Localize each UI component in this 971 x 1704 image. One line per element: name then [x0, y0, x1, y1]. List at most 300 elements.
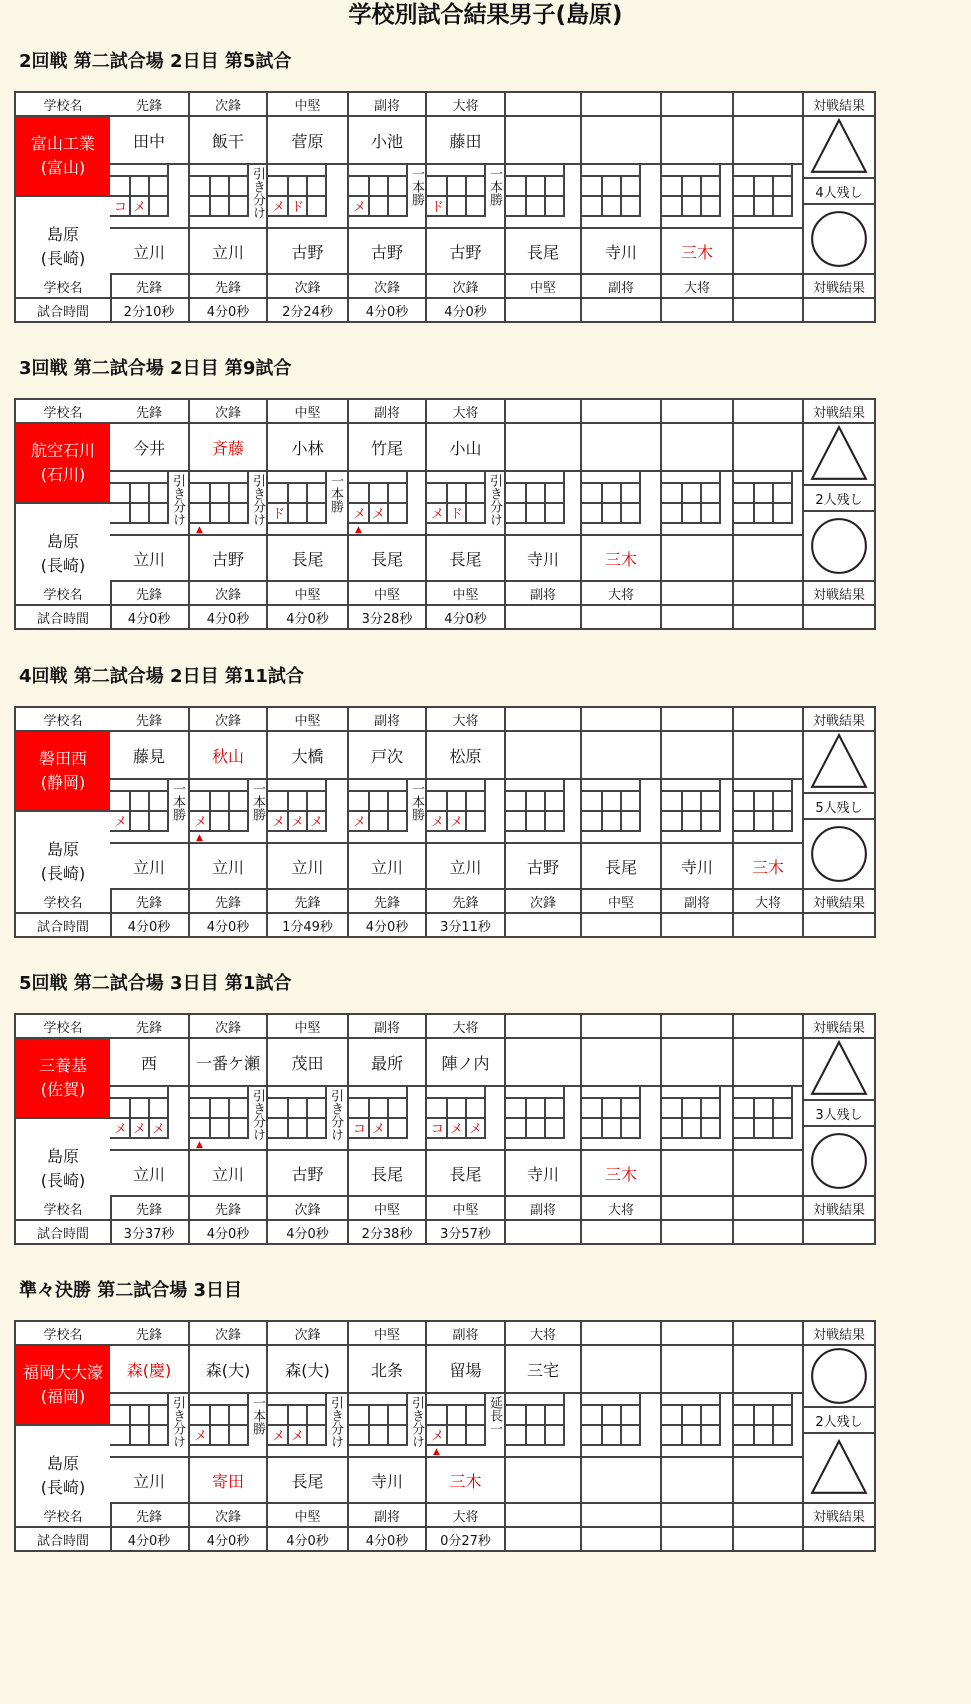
bout-cell	[582, 472, 662, 536]
bottom-position	[662, 890, 734, 914]
top-player	[349, 117, 427, 165]
bout-cell	[349, 1087, 427, 1151]
bout-time	[110, 1528, 190, 1552]
bottom-player	[582, 229, 662, 275]
bottom-position-text: 副将	[607, 280, 634, 296]
top-player	[110, 732, 190, 780]
position-header	[268, 93, 349, 117]
top-player	[268, 117, 349, 165]
bout-time	[662, 1528, 734, 1552]
bottom-player-text: 長尾	[449, 1164, 482, 1184]
bottom-player-text: 立川	[132, 549, 165, 569]
bottom-player-text: 三木	[751, 857, 784, 877]
position-header	[268, 1322, 349, 1346]
bout-cell	[427, 165, 506, 229]
top-result-symbol	[804, 1039, 876, 1101]
warning-triangle-icon: ▲	[196, 1140, 203, 1150]
bout-time-text: 0分27秒	[440, 1533, 491, 1549]
position-header	[506, 93, 582, 117]
top-player	[110, 1039, 190, 1087]
bout-cell	[506, 1087, 582, 1151]
result-footer-text: 対戦結果	[812, 895, 865, 911]
position-header	[349, 1015, 427, 1039]
top-player	[582, 424, 662, 472]
position-header-text: 次鋒	[294, 1327, 321, 1343]
time-label-text: 試合時間	[36, 1226, 89, 1242]
bottom-player-text: 寺川	[680, 857, 713, 877]
bottom-position	[268, 275, 349, 299]
bottom-position	[427, 582, 506, 606]
bout-time	[110, 299, 190, 323]
position-header	[110, 93, 190, 117]
top-result-circle-icon	[808, 1345, 870, 1407]
position-header	[110, 1322, 190, 1346]
bottom-result-circle-icon	[808, 208, 870, 270]
bottom-position-text: 先鋒	[135, 587, 162, 603]
bottom-player	[506, 1458, 582, 1504]
bottom-position	[582, 1197, 662, 1221]
score-mark: メ	[290, 815, 304, 830]
bottom-position	[506, 582, 582, 606]
bottom-position-text: 副将	[529, 1202, 556, 1218]
school-footer-text: 学校名	[43, 587, 83, 603]
score-box	[427, 790, 484, 832]
bout-time	[506, 606, 582, 630]
school-footer-text: 学校名	[43, 1202, 83, 1218]
bout-note: 引き分け	[328, 1396, 343, 1448]
top-school	[16, 1039, 112, 1119]
score-box	[734, 175, 791, 217]
bottom-player-text: 寄田	[211, 1471, 244, 1491]
score-mark: コ	[113, 200, 127, 215]
bout-note: 延長一	[487, 1396, 502, 1435]
bottom-player	[190, 844, 268, 890]
top-player	[582, 1346, 662, 1394]
bout-time	[662, 606, 734, 630]
bout-time	[662, 914, 734, 938]
bottom-position	[427, 1197, 506, 1221]
bout-time	[190, 1528, 268, 1552]
bottom-position-text: 先鋒	[452, 895, 479, 911]
bout-note: 引き分け	[409, 1396, 424, 1448]
bottom-position	[427, 1504, 506, 1528]
position-header	[734, 400, 804, 424]
bout-time-text: 3分37秒	[123, 1226, 175, 1242]
bout-time	[427, 1528, 506, 1552]
score-mark: メ	[468, 1122, 482, 1137]
top-player	[427, 117, 506, 165]
bottom-player	[110, 536, 190, 582]
bottom-player	[734, 536, 804, 582]
bottom-player	[190, 1458, 268, 1504]
score-mark: メ	[113, 815, 127, 830]
position-header	[506, 1322, 582, 1346]
bottom-player	[268, 229, 349, 275]
bottom-player	[582, 1151, 662, 1197]
score-box	[349, 482, 406, 524]
bottom-player-text: 長尾	[370, 1164, 403, 1184]
bout-time-text: 1分49秒	[282, 919, 333, 935]
score-mark: メ	[430, 1429, 444, 1444]
bout-note: 引き分け	[328, 1089, 343, 1141]
bout-time-text: 4分0秒	[286, 1226, 329, 1242]
bout-cell	[662, 1087, 734, 1151]
top-player-text: 藤見	[132, 746, 165, 766]
bottom-player-text: 立川	[449, 857, 482, 877]
bout-time-text: 4分0秒	[444, 611, 487, 627]
position-header	[582, 1015, 662, 1039]
score-mark: メ	[352, 507, 366, 522]
position-header	[734, 1015, 804, 1039]
bottom-position-text: 次鋒	[214, 1509, 241, 1525]
score-box	[734, 1404, 791, 1446]
bout-time-text: 4分0秒	[206, 919, 250, 935]
score-box	[427, 1097, 484, 1139]
bout-time-text: 3分28秒	[361, 611, 413, 627]
bout-time-text: 2分10秒	[123, 304, 175, 320]
bout-note: 一本勝	[170, 782, 185, 821]
bout-time-text: 4分0秒	[444, 304, 487, 320]
top-school-pref: (石川)	[40, 465, 86, 484]
position-header	[662, 93, 734, 117]
bout-cell	[662, 1394, 734, 1458]
bottom-position-text: 中堅	[294, 587, 321, 603]
score-box	[268, 790, 325, 832]
position-header	[110, 400, 190, 424]
position-header	[506, 1015, 582, 1039]
result-text-text: 5人残し	[815, 800, 863, 816]
bottom-player-text: 寺川	[604, 242, 637, 262]
bottom-player	[662, 229, 734, 275]
top-result-symbol	[804, 1346, 876, 1408]
result-text	[804, 1101, 876, 1127]
result-footer	[804, 275, 876, 299]
result-footer	[804, 582, 876, 606]
result-footer	[804, 890, 876, 914]
time-label-text: 試合時間	[36, 304, 89, 320]
bottom-position-text: 中堅	[452, 1202, 479, 1218]
bottom-position-text: 次鋒	[294, 280, 321, 296]
score-mark: ド	[449, 507, 463, 522]
match-table	[14, 1320, 876, 1552]
bout-time-text: 4分0秒	[286, 1533, 329, 1549]
score-box	[582, 1404, 639, 1446]
bottom-position-text: 大将	[607, 1202, 634, 1218]
bottom-position	[662, 1504, 734, 1528]
bout-cell	[582, 1087, 662, 1151]
top-school	[16, 424, 112, 504]
bout-cell	[349, 165, 427, 229]
bottom-player-text: 古野	[291, 242, 324, 262]
top-player-text: 今井	[132, 438, 165, 458]
position-header	[662, 1015, 734, 1039]
bout-note: 引き分け	[170, 474, 185, 526]
score-box	[190, 1404, 247, 1446]
score-box	[349, 1097, 406, 1139]
bottom-result-circle-icon	[808, 1130, 870, 1192]
position-header	[427, 708, 506, 732]
result-text	[804, 1408, 876, 1434]
score-mark: メ	[290, 1429, 304, 1444]
bottom-school-pref: (長崎)	[40, 1171, 86, 1190]
bout-time	[427, 299, 506, 323]
bottom-school-pref: (長崎)	[40, 249, 86, 268]
bottom-player	[662, 844, 734, 890]
score-box	[190, 482, 247, 524]
bottom-player	[349, 844, 427, 890]
bottom-player	[582, 844, 662, 890]
time-label	[16, 1221, 112, 1245]
school-header-text: 学校名	[43, 98, 83, 114]
score-box	[427, 482, 484, 524]
bout-cell	[734, 1394, 804, 1458]
match-title: 準々決勝 第二試合場 3日目	[19, 1280, 243, 1301]
score-box	[268, 482, 325, 524]
score-mark: メ	[271, 1429, 285, 1444]
bottom-position-text: 先鋒	[294, 895, 321, 911]
bottom-position-text: 大将	[607, 587, 634, 603]
score-box	[734, 482, 791, 524]
result-footer-text: 対戦結果	[812, 280, 865, 296]
position-header	[734, 1322, 804, 1346]
time-label	[16, 914, 112, 938]
score-mark: コ	[352, 1122, 366, 1137]
score-box	[268, 1404, 325, 1446]
bout-time-text: 4分0秒	[286, 611, 329, 627]
score-box	[662, 482, 719, 524]
score-mark: メ	[371, 1122, 385, 1137]
score-box	[268, 1097, 325, 1139]
bout-cell	[506, 1394, 582, 1458]
bout-note: 引き分け	[250, 167, 265, 219]
bottom-player	[268, 1151, 349, 1197]
position-header-text: 先鋒	[135, 98, 162, 114]
result-footer-text: 対戦結果	[812, 1202, 865, 1218]
top-player	[110, 424, 190, 472]
position-header-text: 中堅	[294, 98, 321, 114]
top-player	[734, 424, 804, 472]
score-mark: メ	[371, 507, 385, 522]
position-header	[190, 708, 268, 732]
bottom-player-text: 三木	[604, 1164, 637, 1184]
bottom-position	[734, 1197, 804, 1221]
top-school-name: 三養基	[38, 1056, 87, 1075]
position-header	[582, 708, 662, 732]
bottom-position	[734, 890, 804, 914]
bottom-position	[190, 890, 268, 914]
bout-time	[110, 914, 190, 938]
bout-cell	[268, 472, 349, 536]
bottom-player	[268, 844, 349, 890]
top-player	[190, 1346, 268, 1394]
bottom-result-triangle-icon	[808, 1437, 870, 1499]
top-player	[190, 732, 268, 780]
bottom-position	[268, 1504, 349, 1528]
top-player-text: 一番ケ瀬	[195, 1053, 260, 1073]
result-footer	[804, 1197, 876, 1221]
score-box	[662, 790, 719, 832]
result-header-text: 対戦結果	[812, 98, 865, 114]
top-player-text: 松原	[449, 746, 482, 766]
bout-cell	[662, 780, 734, 844]
position-header	[734, 708, 804, 732]
bottom-position-text: 中堅	[373, 1202, 400, 1218]
result-header	[804, 400, 876, 424]
top-school-pref: (福岡)	[40, 1387, 86, 1406]
position-header-text: 副将	[373, 713, 400, 729]
bout-cell	[190, 165, 268, 229]
top-player	[427, 732, 506, 780]
bottom-player-text: 立川	[132, 242, 165, 262]
bout-time-text: 4分0秒	[206, 611, 250, 627]
bottom-player	[110, 1458, 190, 1504]
position-header	[349, 1322, 427, 1346]
top-result-triangle-icon	[808, 1038, 870, 1100]
bout-cell	[427, 472, 506, 536]
score-box	[190, 175, 247, 217]
page-title: 学校別試合結果男子(島原)	[348, 2, 623, 28]
bottom-position-text: 先鋒	[135, 895, 162, 911]
top-player	[427, 1346, 506, 1394]
bottom-position	[582, 582, 662, 606]
result-text-text: 3人残し	[815, 1107, 863, 1123]
score-box	[427, 175, 484, 217]
bottom-player	[662, 1458, 734, 1504]
top-player	[190, 1039, 268, 1087]
result-footer-text: 対戦結果	[812, 587, 865, 603]
top-player-text: 大橋	[291, 746, 324, 766]
bottom-player	[582, 1458, 662, 1504]
score-mark: メ	[132, 1122, 146, 1137]
bout-time-text: 2分24秒	[282, 304, 333, 320]
bottom-position	[110, 1197, 190, 1221]
bottom-position	[662, 582, 734, 606]
school-footer-text: 学校名	[43, 895, 83, 911]
bottom-position	[427, 890, 506, 914]
position-header	[582, 400, 662, 424]
bottom-player-text: 古野	[370, 242, 403, 262]
position-header-text: 大将	[452, 713, 479, 729]
top-player	[349, 732, 427, 780]
bottom-result-symbol	[804, 820, 876, 890]
bout-time	[734, 1528, 804, 1552]
score-mark: コ	[430, 1122, 444, 1137]
result-text	[804, 179, 876, 205]
warning-triangle-icon: ▲	[196, 833, 203, 843]
top-player-text: 茂田	[291, 1053, 324, 1073]
bottom-player	[268, 1458, 349, 1504]
bottom-position	[734, 582, 804, 606]
bottom-position	[268, 890, 349, 914]
top-player-text: 西	[140, 1053, 157, 1073]
position-header-text: 先鋒	[135, 713, 162, 729]
top-result-triangle-icon	[808, 423, 870, 485]
bottom-player-text: 立川	[211, 242, 244, 262]
top-player-text: 小林	[291, 438, 324, 458]
bottom-player	[427, 536, 506, 582]
school-footer-text: 学校名	[43, 1509, 83, 1525]
bout-cell	[506, 472, 582, 536]
bottom-player-text: 長尾	[291, 1471, 324, 1491]
school-header	[16, 708, 112, 732]
bottom-position-text: 次鋒	[529, 895, 556, 911]
top-player-text: 留場	[449, 1360, 482, 1380]
time-label	[16, 1528, 112, 1552]
bout-time	[268, 1221, 349, 1245]
bout-cell	[110, 1087, 190, 1151]
bout-note: 一本勝	[409, 782, 424, 821]
bout-time-text: 3分57秒	[440, 1226, 491, 1242]
bout-time-text: 3分11秒	[440, 919, 491, 935]
position-header-text: 中堅	[294, 405, 321, 421]
school-footer	[16, 275, 112, 299]
bout-cell	[268, 780, 349, 844]
bottom-position-text: 中堅	[607, 895, 634, 911]
result-header-text: 対戦結果	[812, 405, 865, 421]
position-header	[734, 93, 804, 117]
bout-note: 一本勝	[250, 1396, 265, 1435]
score-box	[110, 1097, 167, 1139]
score-box	[506, 1404, 563, 1446]
top-school-name: 福岡大大濠	[22, 1363, 103, 1382]
bottom-result-circle-icon	[808, 515, 870, 577]
position-header-text: 先鋒	[135, 405, 162, 421]
bout-time	[582, 1221, 662, 1245]
score-mark: メ	[430, 815, 444, 830]
bottom-player-text: 寺川	[526, 1164, 559, 1184]
score-box	[662, 175, 719, 217]
top-player	[734, 732, 804, 780]
bottom-player	[190, 1151, 268, 1197]
bout-time	[427, 914, 506, 938]
bottom-player	[268, 536, 349, 582]
position-header	[662, 708, 734, 732]
bottom-position	[268, 582, 349, 606]
bottom-result-symbol	[804, 512, 876, 582]
bottom-player-text: 長尾	[370, 549, 403, 569]
position-header-text: 大将	[452, 405, 479, 421]
bout-note: 引き分け	[250, 474, 265, 526]
school-header-text: 学校名	[43, 1327, 83, 1343]
score-box	[110, 482, 167, 524]
score-box	[349, 175, 406, 217]
bottom-player	[734, 1458, 804, 1504]
result-header	[804, 93, 876, 117]
top-player	[506, 1346, 582, 1394]
bout-cell	[190, 1394, 268, 1458]
match-table	[14, 706, 876, 938]
position-header	[662, 1322, 734, 1346]
top-player	[268, 732, 349, 780]
time-label-text: 試合時間	[36, 1533, 89, 1549]
match-title: 4回戦 第二試合場 2日目 第11試合	[19, 666, 304, 687]
position-header	[190, 1322, 268, 1346]
bottom-position	[506, 275, 582, 299]
bottom-player-text: 長尾	[526, 242, 559, 262]
bout-time	[268, 299, 349, 323]
top-school-name: 富山工業	[30, 134, 95, 153]
bottom-player-text: 立川	[291, 857, 324, 877]
bottom-position	[582, 1504, 662, 1528]
time-label-text: 試合時間	[36, 919, 89, 935]
score-mark: メ	[449, 815, 463, 830]
bout-time	[110, 606, 190, 630]
result-text-text: 4人残し	[815, 185, 863, 201]
top-player-text: 飯干	[211, 131, 244, 151]
bottom-position	[506, 890, 582, 914]
bout-time	[349, 606, 427, 630]
bottom-position-text: 先鋒	[373, 895, 400, 911]
